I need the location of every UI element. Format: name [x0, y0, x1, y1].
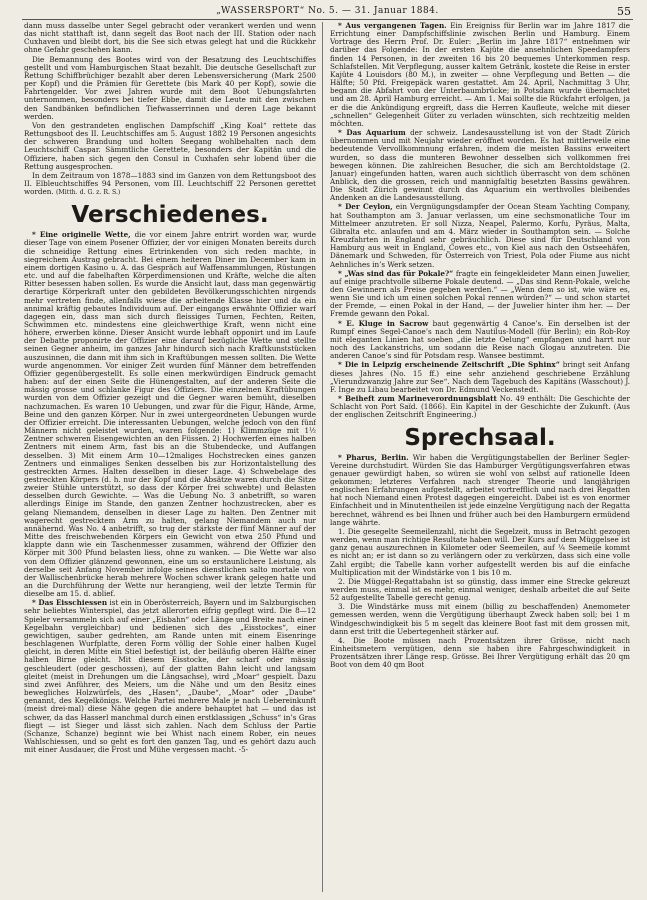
- left-column: [24, 22, 316, 894]
- column-divider: [322, 22, 323, 892]
- article-paragraph: 2. Die Müggel-Regattabahn ist so günstig, dass immer eine Strecke gekreuzt werden muss, einmal ist es mehr, einmal weniger, deshalb arbeitet die auf Seite 52 aufgestellte Tabelle gerecht genug.: [330, 576, 630, 603]
- article-paragraph: [330, 270, 630, 319]
- article-paragraph: [24, 172, 316, 197]
- article-paragraph: 4. Die Boote müssen nach Prozentsätzen ihrer Grösse, nicht nach Einheitsmetern vergütigen, denn sie haben ihre Fahrgeschwindigkeit in Prozentsätzen ihrer Länge resp. Grösse. Bei Ihrer Vergütigung erhält das 20 qm Boot von dem 40 qm Boot: [330, 635, 630, 670]
- paragraph-text: die vor einem Jahre entrirt worden war, wurde dieser Tage von einem Posener Offizier, der vor einigen Monaten bereits durch die schneidige Rettung eines Ertrinkenden von sich reden machte, in siegreichem Austrag gebracht. Bei einem heiteren Diner im December kam in einem dortigen Kasino u. A. das Gespräch auf Waffensammlungen, Rüstungen etc. und auf die fabelhaften Körperdimensionen und Kräfte, welche die alten Ritter besessen haben sollen. Es wurde die Ansicht laut, dass man gegenwärtig derartige Körperkraft unter den gebildeten Bevölkerungsschichten nirgends mehr vertreten finde, allenfalls wiese die arbeitende Klasse hier und da ein annimal kräftig gebautes Individuum auf. Der eingangs erwähnte Offizier warf dagegen ein, dass man sich durch fleissiges Turnen, Fechten, Reiten, Schwimmen etc. mindestens eine gleichwerthige Kraft, wenn nicht eine höhere, erwerben könne. Dieser Ansicht wurde lebhaft opponirt und im Laufe der Debatte proponirte der Offizier eine darauf bezügliche Wette und stellte seinen Gegner anheim, im ganzes Jahr hindurch sich nach Kraftkunststücken auszusinnen, die dann mit ihm sich in Kraftübungen messen sollten. Die Wette wurde angenommen. Vor einiger Zeit wurden fünf Männer dem betreffenden Offizier gegenübergestellt. Es solle einen merkwürdigen Eindruck gemacht haben: auf der einen Seite die Hünengestalten, auf der anderen Seite die mässig grosse und schlanke Figur des Offiziers. Die einzelnen Kraftübungen wurden von dem Offizier gezeigt und die Gegner waren bemüht, dieselben nachzumachen. Es waren 10 Uebungen, und zwar für die Figur, Hände, Arme, Beine und den ganzen Körper. Nur in zwei untergeordneten Uebungen wurde der Offizier erreicht. Die interessanten Uebungen, welche jedoch von den fünf Männern nicht geleistet wurden, waren folgende: 1) Klimmzüge mit 1½ Zentner schweren Eisengewichten an den Füssen. 2) Hochwerfen eines halben Zentners mit einem Arm, fast bis an die Stubendecke, und Auffangen desselben. 3) Mit einem Arm 10—12maliges Hochstrecken eines ganzen Zentners und einmaliges Senken desselben bis zur Horizontalstellung des gestreckten Armes. Halten desselben in dieser Lage. 4) Schwebelage des gestreckten Körpers (d. h. nur der Kopf und die Absätze waren durch die Sitze zweier Stühle unterstützt, so dass der Körper frei schwebte) und Belasten desselben durch Gewichte. — Was die Uebung No. 3 anbetrifft, so waren allerdings Einige im Stande, den ganzen Zentner hochzustrecken, aber es gelang Niemandem, denselben in dieser Lage zu halten. Den Zentner mit wagerecht gestrecktem Arm zu halten, gelang Niemandem auch nur annähernd. Was No. 4 anbetrifft, so trug der stärkste der fünf Männer auf der Mitte des freischwebenden Körpers ein Gewicht von etwa 250 Pfund und klappte dann wie ein Taschenmesser zusammen, während der Offizier den Körper mit 300 Pfund belasten liess, ohne zu wanken. — Die Wette war also von dem Offizier glänzend gewonnen, eine um so erstaunlichere Leistung, als derselbe seit Anfang November infolge seines dienstlichen salto mortale von der Wallischenbrücke herab mehrere Wochen schwer krank gelegen hatte und an die Durchführung der Wette nur herangieng, weil der letzte Termin für dieselbe am 15. d. ablief.: [24, 230, 316, 599]
- article-paragraph: [24, 231, 316, 598]
- article-paragraph: [330, 129, 630, 202]
- article-paragraph: [330, 22, 630, 128]
- item-lead: * Pharus, Berlin.: [338, 452, 409, 462]
- item-lead: * Eine originelle Wette,: [32, 230, 131, 240]
- right-column: [330, 22, 630, 894]
- section-heading: Sprechsaal.: [404, 424, 556, 451]
- paragraph-text: Ein Ereigniss für Berlin war im Jahre 1817 die Errichtung einer Dampfschiffslinie zwischen Berlin und Hamburg. Einem Vortrage des Herrn Prof. Dr. Euler: „Berlin im Jahre 1817“ entnehmen wir darüber das Folgende: In der ersten Kajüte die ansehnlichen Speedampfers finden 14 Personen, in der zweiten 16 bis 20 bequemes Unterkommen resp. Schlafstellen. Mit Verpflegung, ausser kaltem Getränk, kostete die Reise in erster Kajüte 4 Louisdors (80 M.), in zweiter — ohne Verpflegung und Betten — die Hälfte; 50 Pfd. Freigepäck waren gestattet. Am 24. April, Nachmittag 3 Uhr, begann die Abfahrt von der Unterbaumbrücke; in Potsdam wurde übernachtet und am 28. April Hamburg erreicht. — Am 1. Mai sollte die Rückfahrt erfolgen, ja er die die Ankündigung ergreift, dass die Herren Kaufleute, welche mit dieser „schnellen“ Gelegenheit Güter zu verladen wünschten, sich rechtzeitig melden möchten.: [330, 22, 630, 128]
- item-lead: * E. Kluge in Sacrow: [338, 318, 429, 328]
- item-lead: * Der Ceylon,: [338, 202, 393, 212]
- item-lead: * Das Eisschiessen: [32, 598, 108, 608]
- item-lead: * Aus vergangenen Tagen.: [338, 22, 447, 30]
- paragraph-text: In dem Zeitraum von 1878—1883 sind im Ganzen von dem Rettungsboot des II. Elbleuchtschiffes 94 Personen, vom III. Leuchtschiff 22 Personen gerettet worden.: [24, 170, 316, 197]
- article-paragraph: Die Bemannung des Bootes wird von der Besatzung des Leuchtschiffes gestellt und vom Hamburgischen Staat bezahlt. Die deutsche Gesellschaft zur Rettung Schiffbrüchiger bezahlt aber deren Lebensversicherung (Mark 2500 per Kopf) und die Prämien für Gerettete (bis Mark 40 per Kopf), sowie die Fahrtengelder. Vor zwei Jahren wurde mit dem Boot Uebungsfahrten unternommen, besonders bei tiefer Ebbe, damit die Leute mit den zwischen den Sandbänken befindlichen Tiefwasserrinnen und deren Lage bekannt werden.: [24, 54, 316, 121]
- paragraph-text: baut gegenwärtig 4 Canoe’s. Ein derselben ist der Rumpf eines Segel-Canoe’s nach dem Nautilus-Modell (für Berlin); ein Rob-Roy mit eleganten Linien hat soeben „die letzte Oelung“ empfangen und harrt nur noch des Lackanstrichs, um sodann die Reise nach Glogau anzutreten. Die anderen Canoe’s sind für Potsdam resp. Wansee bestimmt.: [330, 318, 630, 361]
- paragraph-text: Wir haben die Vergütigungstabellen der Berliner Segler-Vereine durchstudirt. Würden Sie das Hamburger Vergütigungsverfahren etwas genauer gewürdigt haben, so würen sie wohl von selbst auf rationelle Ideen gekommen; letzteres Verfahren nach strenger Theorie und langjährigen englischen Erfahrungen aufgestellt, arbeitet vortrefflich und nach drei Regatten hat noch Niemand einen Protest dagegen eingereicht. Dabei ist es von enormer Einfachheit und in Minutentheilen ist jede einzelne Vergütigung nach der Regatta berechnet, während es bei Ihnen und früher auch bei den Hamburgern ermüdend lange währte.: [330, 452, 630, 527]
- item-lead: * Beiheft zum Marineverordnungsblatt: [338, 394, 497, 404]
- page-number: 55: [617, 4, 631, 18]
- header-rule: [22, 19, 633, 20]
- article-paragraph: [330, 454, 630, 527]
- page-end-mark: -5-: [238, 745, 249, 755]
- item-lead: * Die in Leipzig erscheinende Zeitschrift „Die Sphinx“: [338, 360, 560, 370]
- article-paragraph: 1. Die gesegelte Seemeilenzahl, nicht die Segelzeit, muss in Betracht gezogen werden, wenn man richtige Resultate haben will. Der Kurs auf dem Müggelsee ist ganz genau auszurechnen in Kilometer oder Seemeilen, auf ¼ Seemeile kommt es nicht an; er ist dann so zu verlängern oder zu verkürzen, dass sich eine volle Zahl ergibt; die Tabelle kann vorher aufgestellt werden bis auf die einfache Multiplication mit der Windstärke von 1 bis 10 m.: [330, 526, 630, 577]
- item-lead: * Das Aquarium: [338, 128, 406, 138]
- article-paragraph: Von den gestrandeten englischen Dampfschiff „King Koal“ rettete das Rettungsboot des II. Leuchtschiffes am 5. August 1882 19 Personen angesichts der schweren Brandung und holten Seegang wohlbehalten nach dem Leuchtschiff Caspar. Sämmtliche Gerettete, besonders der Kapitän und die Offiziere, haben sich gegen den Consul in Cuxhafen sehr lobend über die Rettung ausgesprochen.: [24, 120, 316, 171]
- paragraph-text: der schweiz. Landesausstellung ist von der Stadt Zürich übernommen und mit Neujahr wieder eröffnet worden. Es hat mittlerweile eine bedeutende Vervollkommnung erfahren, indem die meisten Bassins erweitert wurden, so dass die munteren Bewohner desselben sich vollkommen frei bewegen können. Die zahlreichen Besucher, die sich am Berchtoldstage (2. Januar) eingefunden hatten, waren auch sichtlich überrascht von dem schönen Anblick, den die grossen, reich und mannigfaltig besetzten Bassins gewähren. Die Stadt Zürich gewinnt durch das Aquarium ein werthvolles bleibendes Andenken an die Landesausstellung.: [330, 128, 630, 203]
- article-paragraph: dann muss dasselbe unter Segel gebracht oder verankert werden und wenn das nicht statthaft ist, dann segelt das Boot nach der III. Station oder nach Cuxhaven und bleibt dort, bis die See sich etwas gelegt hat und die Rückkehr ohne Gefahr geschehen kann.: [24, 22, 316, 55]
- article-paragraph: 3. Die Windstärke muss mit einem (billig zu beschaffenden) Anemometer gemessen werden, wenn die Vergütigung überhaupt Zweck haben soll; bei 1 m Windgeschwindigkeit bis 5 m segelt das kleinere Boot fast mit dem grossen mit, dann erst tritt die Uebertegenheit stärker auf.: [330, 602, 630, 636]
- paragraph-text: ist ein in Oberösterreich, Bayern und im Salzburgischen sehr beliebtes Winterspiel, das jetzt allerorten eifrig gepflegt wird. Die 8—12 Spieler versammeln sich auf einer „Eisbahn“ oder Länge und Breite nach einer Kegelbahn vergleichbar) und bedienen sich des „Eisstockes“, einer gewichtigen, sauber gedrehten, am Rande unten mit einem Eisenringe beschlagenen Wurfplatte, deren Form völlig der Sohle einer halben Kugel gleicht, in deren Mitte ein Stiel befestigt ist, der beiläufig oberen Hälfte einer halben Birne gleicht. Mit diesem Eisstocke, der scharf oder mässig geschleudert (oder geschossen), auf der glatten Bahn leicht und langsam gleitet (meist in Drehungen um die Längsachse), wird „Moar“ gespielt. Dazu sind zwei Anführer, des Meiers, um die Nähe und um den Besitz eines bewegliches Holzwürfels, des „Hasen“, „Daube“, „Moar“ oder „Daube“ genannt, des Kegelkönigs. Welche Partei mehrere Male je nach Uebereinkunft (meist drei-mal) diese Nähe gegen die andere behauptet hat — und das ist schwer, da das Hasserl manchmal durch einen erstklassigen „Schuss“ in’s Gras fliegt — ist Sieger und lässt sich zahlen. Nach dem Schluss der Partie (Schanze, Schanze) beginnt wie bei Whist nach einem Rober, ein neues Wahlschiessen, und so geht es fort den ganzen Tag, und es gehört dazu auch mit einer Ausdauer, die Frost und Mühe vergessen macht.: [24, 598, 316, 755]
- section-heading: Verschiedenes.: [71, 202, 269, 229]
- article-paragraph: [330, 361, 630, 394]
- article-paragraph: [24, 599, 316, 754]
- paragraph-text: ein Vergnügungsdampfer der Ocean Steam Yachting Company, hat Southampton am 3. Januar verlassen, um eine sechsmonatliche Tour im Mittelmeer anzutreten. Er soll Nizza, Neapel, Palermo, Korfu, Pyräus, Malta, Gibralta etc. anlaufen und am 4. März wieder in Southampton sein. — Solche Kreuzfahrten in England sehr gebräuchlich. Diese sind für Deutschland von Hamburg aus weit in England, Cowes etc., von Kiel aus nach den Ostseehäfen, Dänemark und Schweden, für Österreich von Triest, Pola oder Fiume aus nicht Aehnliches in’s Werk setzen.: [330, 202, 630, 269]
- header-title: „WASSERSPORT“ No. 5. — 31. Januar 1884.: [216, 6, 439, 16]
- page-header: [24, 4, 631, 18]
- article-paragraph: [330, 320, 630, 361]
- article-paragraph: [330, 203, 630, 268]
- paragraph-text: No. 49 enthält: Die Geschichte der Schlacht von Port Saïd. (1866). Ein Kapitel in der Geschichte der Zukunft. (Aus der englischen Zeitschrift Engineering.): [330, 394, 630, 420]
- paragraph-text: bringt seit Anfang dieses Jahres (No. 15 ff.) eine sehr anziehend geschriebene Erzählung „Vierundzwanzig Jahre zur See“. Nach dem Tagebuch des Kapitäns (Wasschout) J. F. Inge zu Libau bearbeitet von Dr. Edmund Veckenstedt.: [330, 360, 630, 394]
- source-note: (Mitth. d. G. z. R. S.): [55, 189, 121, 197]
- paragraph-text: fragte ein feingekleideter Mann einen Juwelier, auf einige prachtvolle silberne Pokale deutend. — „Das sind Renn-Pokale, welche den Gewinnern als Preise gegeben werden.“ — „Wenn dem so ist, wie wäre es, wenn Sie und ich um einen solchen Pokal rennen würden?“ — und schon startet der Fremde, — einen Pokal in der Hand, — der Juwelier hinter ihm her. — Der Fremde gewann den Pokal.: [330, 268, 630, 319]
- item-lead: * „Was sind das für Pokale?“: [338, 268, 454, 278]
- article-paragraph: [330, 395, 630, 419]
